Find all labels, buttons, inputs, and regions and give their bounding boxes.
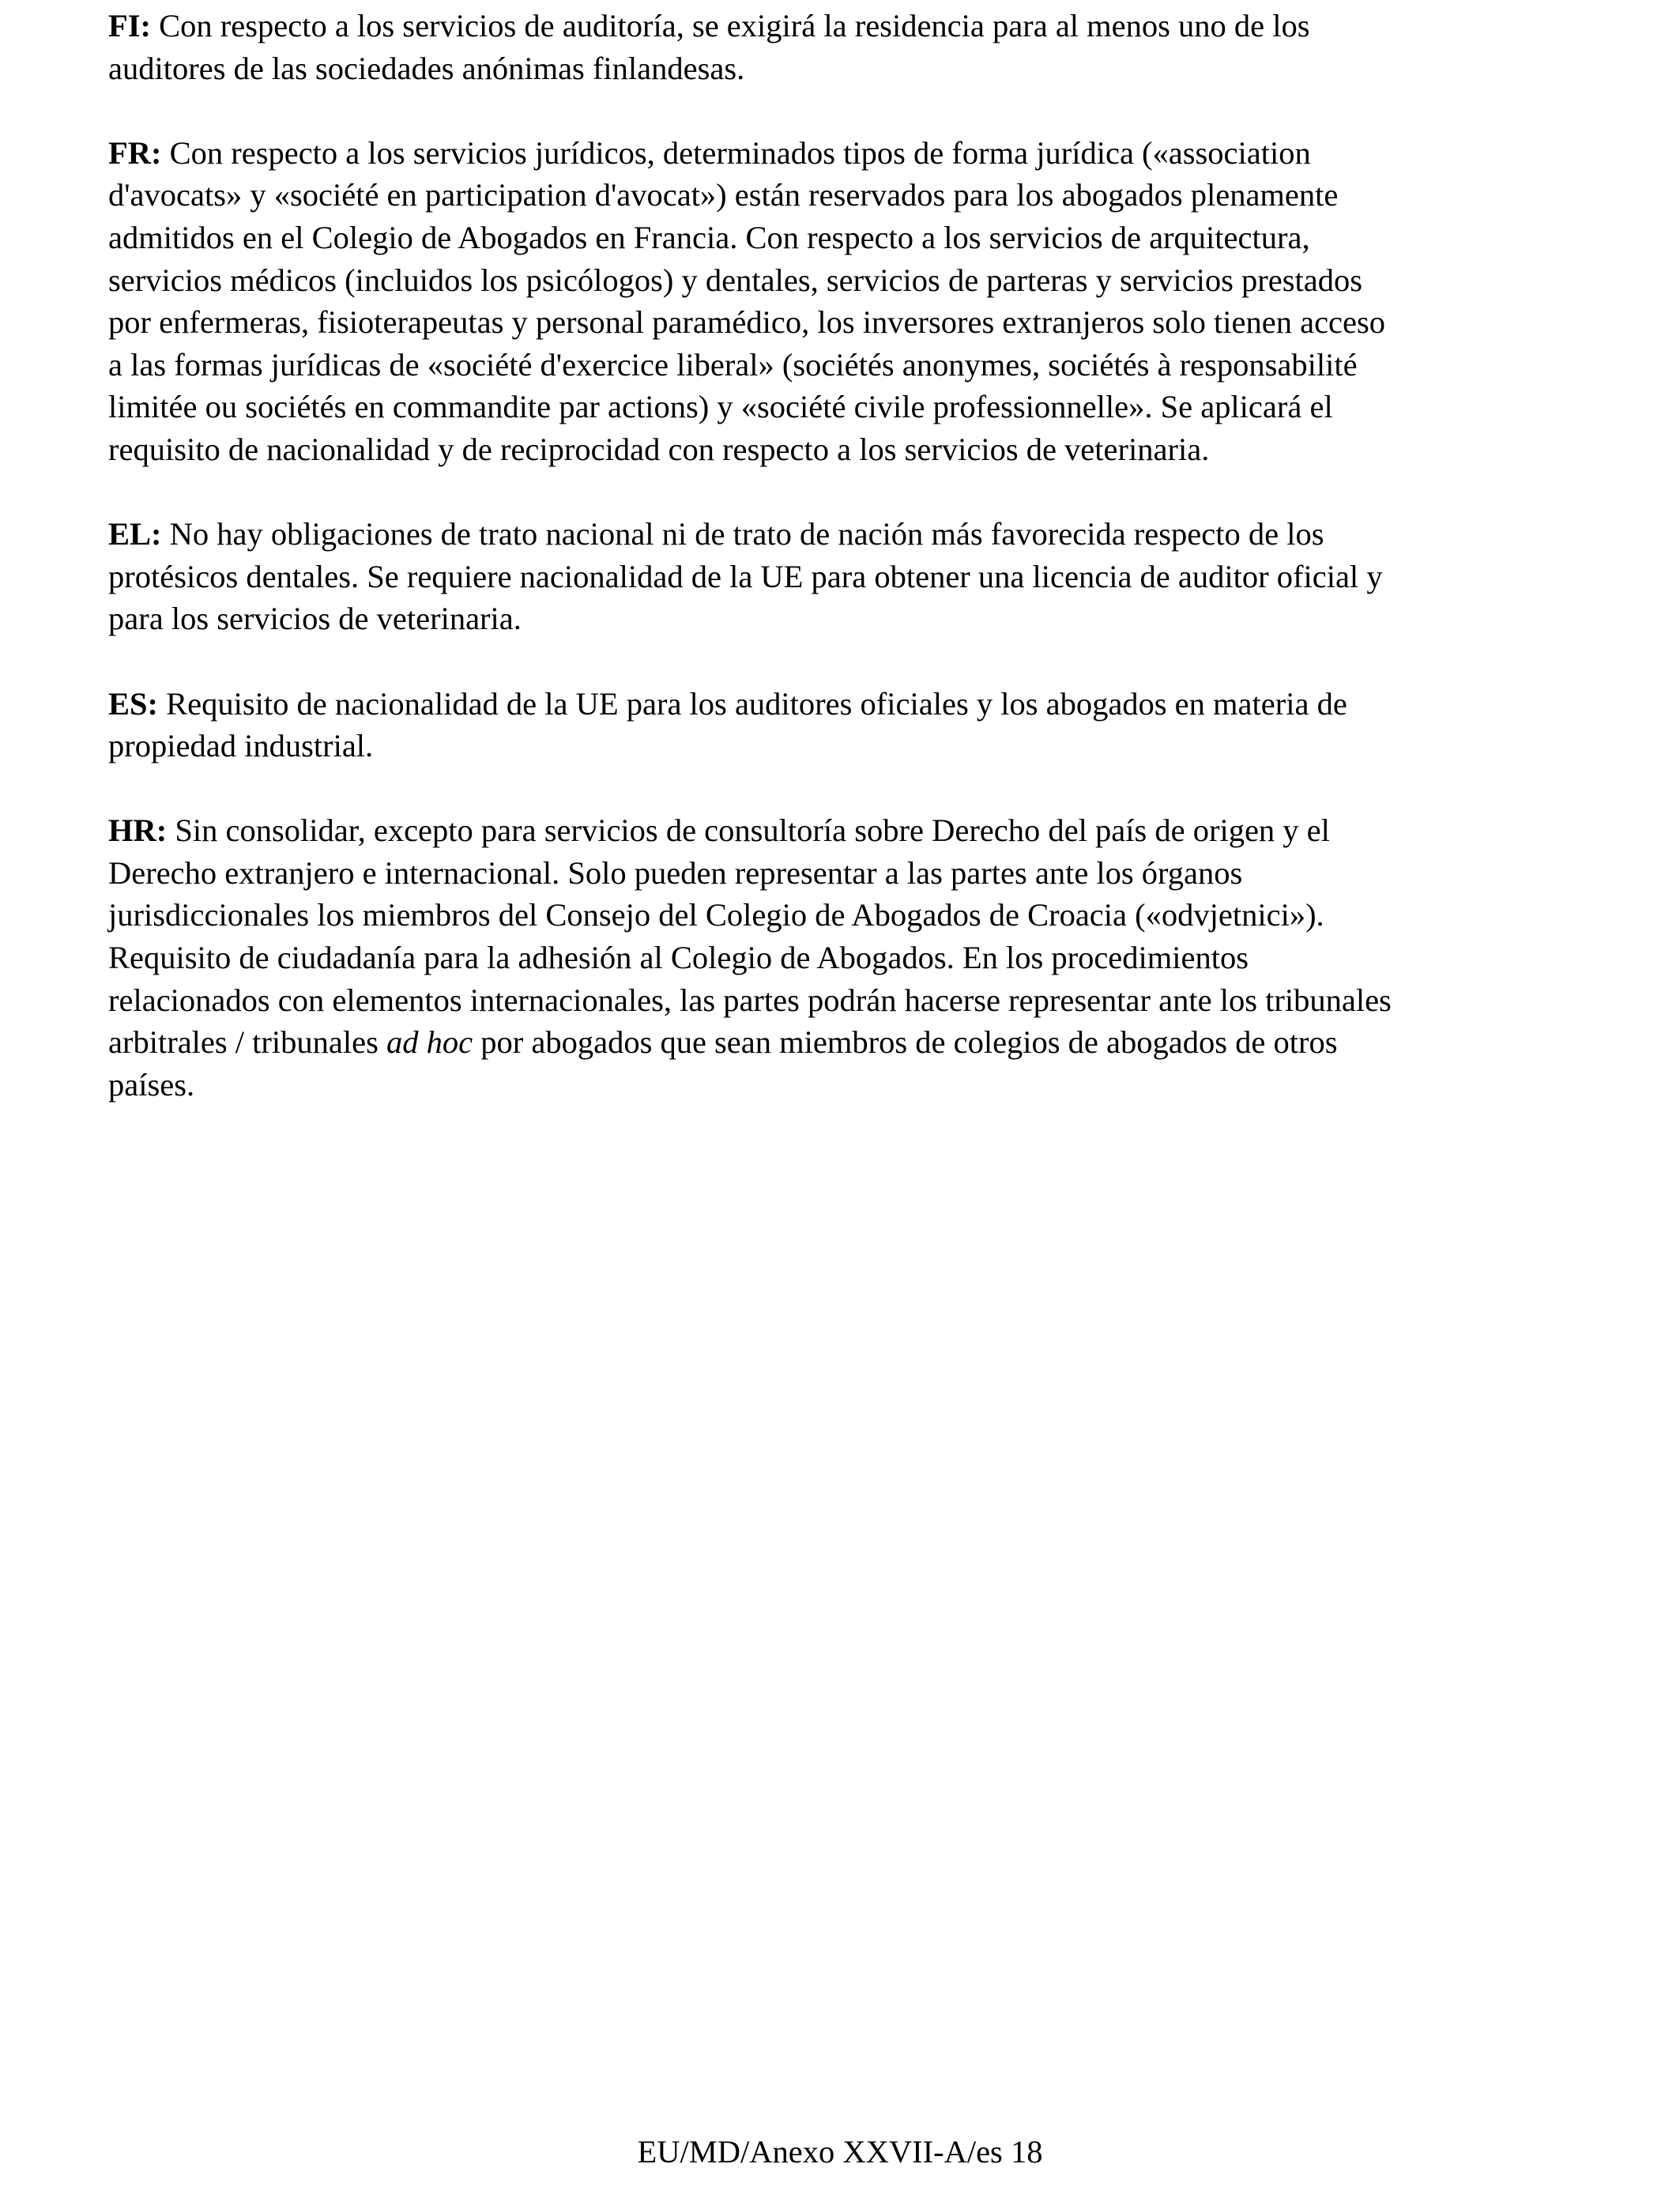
text-line: HR: Sin consolidar, excepto para servicios de consultoría sobre Derecho del país de origen y el: [108, 812, 1330, 849]
page-footer-reference: EU/MD/Anexo XXVII-A/es 18: [637, 2134, 1043, 2169]
text-line: países.: [108, 1066, 195, 1103]
text-line: auditores de las sociedades anónimas finlandesas.: [108, 50, 745, 86]
text-line: propiedad industrial.: [108, 728, 374, 764]
country-code-fr: FR:: [108, 134, 162, 171]
text-line: ES: Requisito de nacionalidad de la UE para los auditores oficiales y los abogados en materia de: [108, 685, 1347, 722]
italic-term: ad hoc: [386, 1024, 473, 1061]
text-line: a las formas jurídicas de «société d'exercice liberal» (sociétés anonymes, sociétés à responsabilité: [108, 346, 1358, 383]
paragraph-el: [108, 513, 1602, 640]
text-line: para los servicios de veterinaria.: [108, 601, 522, 637]
text-line: por enfermeras, fisioterapeutas y personal paramédico, los inversores extranjeros solo tienen acceso: [108, 304, 1386, 341]
paragraph-es: [108, 683, 1602, 767]
country-code-es: ES:: [108, 685, 159, 722]
text-line: Derecho extranjero e internacional. Solo pueden representar a las partes ante los órganos: [108, 854, 1243, 891]
paragraph-hr: [108, 809, 1602, 1106]
text-line: relacionados con elementos internacionales, las partes podrán hacerse representar ante los tribunales: [108, 982, 1392, 1018]
text-line: protésicos dentales. Se requiere nacionalidad de la UE para obtener una licencia de auditor oficial y: [108, 558, 1383, 594]
paragraph-fi: [108, 5, 1602, 89]
country-code-fi: FI:: [108, 8, 151, 43]
text-line: admitidos en el Colegio de Abogados en Francia. Con respecto a los servicios de arquitectura,: [108, 219, 1310, 255]
text-line: d'avocats» y «société en participation d'avocat») están reservados para los abogados plenamente: [108, 177, 1339, 213]
text-line: servicios médicos (incluidos los psicólogos) y dentales, servicios de parteras y servicios prestados: [108, 262, 1363, 298]
text-line: limitée ou sociétés en commandite par actions) y «société civile professionnelle». Se aplicará el: [108, 389, 1333, 425]
text-line: Requisito de ciudadanía para la adhesión al Colegio de Abogados. En los procedimientos: [108, 940, 1249, 976]
text-line: FI: Con respecto a los servicios de auditoría, se exigirá la residencia para al menos uno de los: [108, 8, 1310, 43]
paragraph-fr: [108, 132, 1602, 471]
text-line: jurisdiccionales los miembros del Consejo del Colegio de Abogados de Croacia («odvjetnici»).: [108, 897, 1324, 933]
text-line: EL: No hay obligaciones de trato nacional ni de trato de nación más favorecida respecto de los: [108, 516, 1324, 552]
document-body: [108, 5, 1602, 1148]
text-line: FR: Con respecto a los servicios jurídicos, determinados tipos de forma jurídica («association: [108, 134, 1311, 171]
country-code-hr: HR:: [108, 812, 168, 849]
text-line: arbitrales / tribunales ad hoc por abogados que sean miembros de colegios de abogados de otros: [108, 1024, 1338, 1061]
text-line: requisito de nacionalidad y de reciprocidad con respecto a los servicios de veterinaria.: [108, 431, 1210, 467]
country-code-el: EL:: [108, 516, 162, 552]
